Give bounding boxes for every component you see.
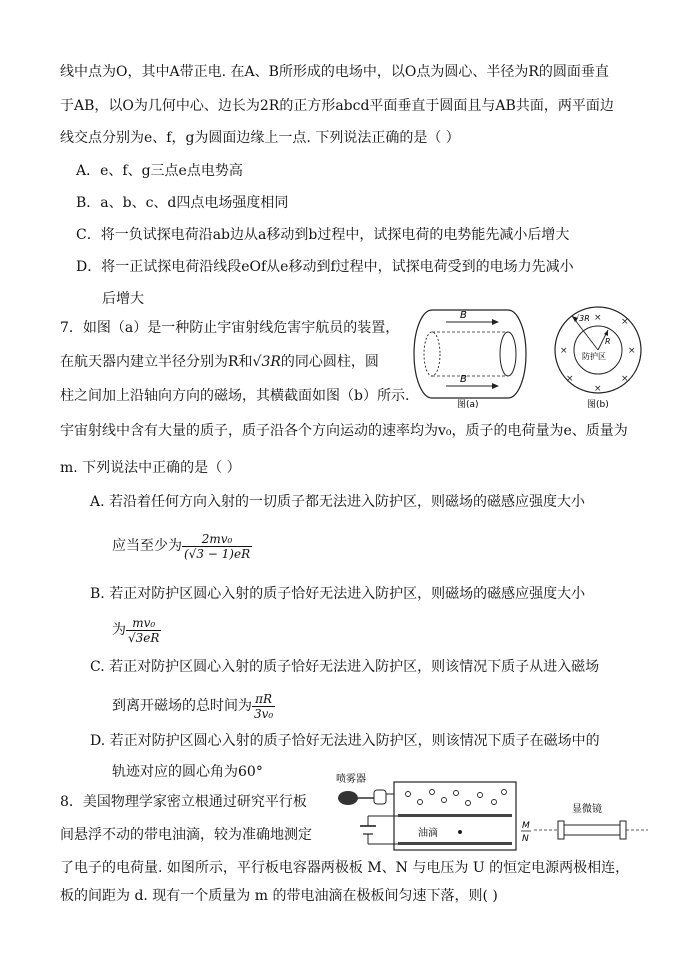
q6-option-c: C．将一负试探电荷沿ab边从a移动到b过程中，试探电荷的电势能先减小后增大 <box>76 227 570 243</box>
q7-option-d-line-1: D. 若正对防护区圆心入射的质子恰好无法进入防护区，则该情况下质子在磁场中的 <box>90 733 600 749</box>
q7-option-b-numerator: mv₀ <box>126 616 161 631</box>
q7-option-b-line-1: B. 若正对防护区圆心入射的质子恰好无法进入防护区，则磁场的磁感应强度大小 <box>90 586 586 602</box>
q7-option-b-denominator: √3eR <box>128 630 160 645</box>
figure-b-caption: 图(b) <box>587 400 609 410</box>
q7-line-2 <box>60 352 379 372</box>
svg-text:×: × <box>621 374 629 384</box>
q7-option-a-line-2 <box>112 528 252 564</box>
q7-option-a-prefix: 应当至少为 <box>112 538 182 554</box>
q7-option-b-fraction <box>126 616 161 645</box>
figure-label-m: M <box>522 821 530 831</box>
figure-a-label-b-bottom: B <box>460 374 467 385</box>
q7-option-d-line-2: 轨迹对应的圆心角为60° <box>112 764 263 780</box>
q7-line-1: 7．如图（a）是一种防止宇宙射线危害宇航员的装置， <box>60 320 400 336</box>
q6-line-1: 线中点为O，其中A带正电. 在A、B所形成的电场中，以O点为圆心、半径为R的圆面垂直 <box>60 64 609 80</box>
q7-option-b-prefix: 为 <box>112 622 126 638</box>
figure-a-label-b-top: B <box>460 310 467 321</box>
q7-line-2-part-c: 的同心圆柱，圆 <box>280 354 379 370</box>
svg-text:×: × <box>566 374 574 384</box>
q6-line-2: 于AB，以O为几何中心、边长为2R的正方形abcd平面垂直于圆面且与AB共面，两平面边 <box>60 98 614 114</box>
svg-text:×: × <box>560 346 568 356</box>
q8-line-2: 间悬浮不动的带电油滴，较为准确地测定 <box>60 827 312 843</box>
q7-option-a-line-1: A. 若沿着任何方向入射的一切质子都无法进入防护区，则磁场的磁感应强度大小 <box>90 494 586 510</box>
q7-option-a-numerator: 2mv₀ <box>182 532 252 547</box>
q7-sqrt3r: √3R <box>252 354 281 370</box>
figure-a-caption: 图(a) <box>457 400 479 410</box>
microscope-tube <box>564 825 620 835</box>
svg-text:×: × <box>594 384 602 394</box>
q7-option-c-denominator: 3v₀ <box>254 706 274 721</box>
q7-option-c-numerator: πR <box>252 692 275 707</box>
figure-a-cylinder <box>412 304 536 410</box>
microscope-eyepiece-left <box>558 821 564 839</box>
q7-option-c-prefix: 到离开磁场的总时间为 <box>112 698 252 714</box>
q6-line-3: 线交点分别为e、f，g为圆面边缘上一点. 下列说法正确的是（ ） <box>60 130 460 146</box>
q7-line-5: m. 下列说法中正确的是（ ） <box>60 460 241 476</box>
q7-option-c-line-2 <box>112 688 275 724</box>
q7-line-2-part-a: 在航天器内建立半径分别为R和 <box>60 354 253 370</box>
q7-option-c-line-1: C. 若正对防护区圆心入射的质子恰好无法进入防护区，则该情况下质子从进入磁场 <box>90 659 600 675</box>
figure-millikan-apparatus <box>328 768 680 852</box>
figure-b-protected-zone: 防护区 <box>582 352 606 361</box>
q6-option-d-line-2: 后增大 <box>102 291 144 307</box>
plate-m <box>398 814 512 817</box>
figure-b-cross-section <box>550 304 650 410</box>
q8-line-4: 板的间距为 d. 现有一个质量为 m 的带电油滴在极板间匀速下落，则( ) <box>60 888 498 904</box>
q6-option-b: B．a、b、c、d四点电场强度相同 <box>76 195 289 211</box>
sprayer-bulb <box>338 791 358 805</box>
q6-option-d-line-1: D．将一正试探电荷沿线段eOf从e移动到f过程中，试探电荷受到的电场力先减小 <box>76 259 574 275</box>
figure-sprayer-label: 喷雾器 <box>336 774 366 785</box>
q6-option-a: A．e、f、g三点e点电势高 <box>76 163 243 179</box>
q7-option-a-denominator: (√3 − 1)eR <box>184 546 251 561</box>
q8-line-3: 了电子的电荷量. 如图所示，平行板电容器两极板 M、N 与电压为 U 的恒定电源两极相连， <box>60 860 630 876</box>
svg-text:×: × <box>621 317 629 327</box>
svg-text:×: × <box>628 346 636 356</box>
figure-b-label-r: R <box>605 337 611 346</box>
figure-oil-drop-label: 油滴 <box>418 828 438 839</box>
figure-label-n: N <box>522 834 529 844</box>
figure-b-label-sqrt3r: √3R <box>574 314 590 323</box>
q7-option-b-line-2 <box>112 612 161 648</box>
q7-option-c-fraction <box>252 692 275 721</box>
oil-drop <box>458 830 462 834</box>
q7-line-4: 宇宙射线中含有大量的质子，质子沿各个方向运动的速率均为v₀，质子的电荷量为e、质量为 <box>60 423 628 439</box>
figure-microscope-label: 显微镜 <box>572 804 602 815</box>
microscope-eyepiece-right <box>620 821 626 839</box>
svg-text:×: × <box>594 313 602 323</box>
q8-line-1: 8．美国物理学家密立根通过研究平行板 <box>60 794 307 810</box>
plate-n <box>398 842 512 845</box>
q7-option-a-fraction <box>182 532 252 561</box>
q7-line-3: 柱之间加上沿轴向方向的磁场，其横截面如图（b）所示. <box>60 388 410 404</box>
